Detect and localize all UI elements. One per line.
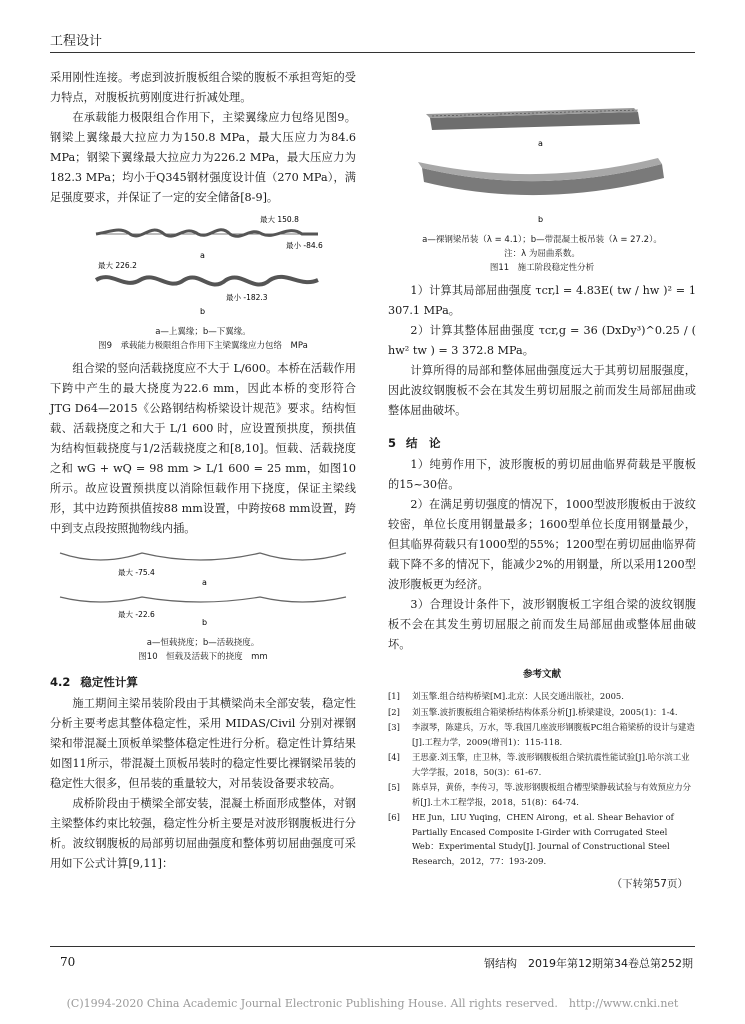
fig9-subcaption: a—上翼缘；b—下翼缘。 (155, 327, 251, 337)
fig10b-max-label: 最大 -22.6 (118, 610, 155, 619)
continued-note: （下转第57页） (611, 878, 688, 890)
fig9b-min-label: 最小 -182.3 (226, 293, 268, 302)
fig11-stability-plot (388, 68, 696, 226)
journal-info: 钢结构 2019年第12期第34卷总第252期 (484, 957, 693, 970)
reference-item: [5] 陈卓异，黄侨，李传习，等.波形钢腹板组合槽型梁静载试验与有效预应力分析[J].土木工程学报，2018，51(8)：64-74. (388, 782, 692, 807)
reference-item: [2] 刘玉擎.波折腹板组合箱梁桥结构体系分析[J].桥梁建设，2005(1)：1-4. (388, 706, 678, 717)
right-column (388, 68, 696, 894)
section-5-heading (388, 433, 696, 453)
formula-2: 2）计算其整体屈曲强度 τcr,g = 36 (DxDy³)^0.25 / ( hw² tw ) = 3 372.8 MPa。 (388, 324, 696, 357)
fig10-deflection-plot (50, 543, 356, 629)
fig11b-girder (418, 158, 664, 195)
fig10b-curve (60, 597, 346, 602)
fig9a-max-label: 最大 150.8 (260, 215, 299, 224)
fig11a-sub-label: a (538, 139, 543, 148)
fig10a-sub-label: a (202, 578, 207, 587)
copyright-watermark: (C)1994-2020 China Academic Journal Electronic Publishing House. All rights reserved. http://www.cnki.net (66, 997, 679, 1010)
fig10-caption: 图10 恒载及活载下的挠度 mm (138, 652, 268, 662)
fig9b-sub-label: b (200, 307, 206, 316)
reference-item: [1] 刘玉擎.组合结构桥梁[M].北京：人民交通出版社，2005. (388, 691, 624, 701)
page-number: 70 (60, 955, 76, 969)
section-4-2-number: 4.2 (50, 675, 71, 689)
reference-item: [4] 王思豪.刘玉擎，庄卫林，等.波形钢腹板组合梁抗震性能试验[J].哈尔滨工业大学学报，2018，50(3)：61-67. (388, 752, 690, 777)
paragraph-5: 成桥阶段由于横梁全部安装，混凝土桥面形成整体，对钢主梁整体约束比较强，稳定性分析主要是对波形钢腹板进行分析。波纹钢腹板的局部剪切屈曲强度和整体剪切屈曲强度可采用如下公式计算[9,11]： (50, 797, 356, 870)
fig10a-curve (60, 553, 346, 560)
section-5-number: 5 (388, 436, 397, 450)
section-4-2-title: 稳定性计算 (80, 675, 138, 689)
conclusion-2: 2）在满足剪切强度的情况下，1000型波形腹板由于波纹较密，单位长度用钢量最多；1600型单位长度用钢量最少，但其临界荷载只有1000型的55%；1200型在剪切屈曲临界荷载下降不多的情况下，能减少2%的用钢量，所以采用1200型波形腹板更为经济。 (388, 498, 696, 591)
conclusion-3: 3）合理设计条件下，波形钢腹板工字组合梁的波纹钢腹板不会在其发生剪切屈服之前而发生局部屈曲或整体屈曲破坏。 (388, 598, 696, 651)
references-title: 参考文献 (522, 669, 561, 680)
fig9a-sub-label: a (200, 251, 205, 260)
paragraph-4: 施工期间主梁吊装阶段由于其横梁尚未全部安装，稳定性分析主要考虑其整体稳定性，采用 MIDAS/Civil 分别对裸钢梁和带混凝土顶板单梁整体稳定性进行分析。稳定性计算结果如图11所示，带混凝土顶板吊装时的稳定性要比裸钢梁吊装的稳定性大很多，但吊装的重量较大，对吊装设备要求较高。 (50, 697, 356, 790)
fig10-subcaption: a—恒载挠度；b—活载挠度。 (146, 638, 260, 648)
fig9-caption: 图9 承载能力极限组合作用下主梁翼缘应力包络 MPa (98, 341, 308, 351)
fig11a-girder (426, 108, 640, 130)
fig11-subcaption: a—裸钢梁吊装（λ = 4.1）；b—带混凝土板吊装（λ = 27.2）。 (422, 235, 662, 245)
running-header: 工程设计 (50, 34, 103, 49)
conclusion-1: 1）纯剪作用下，波形腹板的剪切屈曲临界荷载是平腹板的15~30倍。 (388, 458, 696, 491)
reference-list (388, 689, 696, 868)
fig9b-max-label: 最大 226.2 (98, 261, 137, 270)
fig11b-sub-label: b (538, 215, 544, 224)
fig9a-envelope (96, 230, 318, 237)
fig9a-min-label: 最小 -84.6 (286, 241, 323, 250)
reference-item: [6] HE Jun，LIU Yuqing，CHEN Airong，et al. Shear Behavior of Partially Encased Composite I-Girder with Corrugated Steel Web：Experimental Study[J]. Journal of Constructional Steel Research，2012，77：193-209. (388, 812, 674, 866)
paragraph-6: 计算所得的局部和整体屈曲强度远大于其剪切屈服强度，因此波纹钢腹板不会在其发生剪切屈服之前而发生局部屈曲或整体屈曲破坏。 (388, 364, 696, 417)
formula-1: 1）计算其局部屈曲强度 τcr,l = 4.83E( tw / hw )² = 1 307.1 MPa。 (388, 284, 696, 317)
figure-9 (50, 212, 356, 353)
fig9b-envelope (96, 277, 318, 285)
figure-10 (50, 543, 356, 664)
fig11-caption: 图11 施工阶段稳定性分析 (489, 263, 595, 273)
fig9-stress-plot (50, 212, 356, 318)
section-4-2-heading (50, 672, 356, 692)
header-rule (50, 52, 695, 53)
reference-item: [3] 李淑琴，陈建兵，万水，等.我国几座波形钢腹板PC组合箱梁桥的设计与建造[J].工程力学，2009(增刊1)：115-118. (388, 722, 695, 747)
figure-11 (388, 68, 696, 275)
paragraph-2: 在承载能力极限组合作用下，主梁翼缘应力包络见图9。钢梁上翼缘最大拉应力为150.8 MPa，最大压应力为84.6 MPa；钢梁下翼缘最大拉应力为226.2 MPa，最大压应力为182.3 MPa；均小于Q345钢材强度设计值（270 MPa），满足强度要求，并保证了一定的安全储备[8-9]。 (50, 111, 356, 204)
fig11-note: 注：λ 为屈曲系数。 (504, 249, 580, 259)
footer-rule (50, 946, 695, 947)
section-5-title: 结 论 (406, 436, 441, 450)
paragraph-3: 组合梁的竖向活载挠度应不大于 L/600。本桥在活载作用下跨中产生的最大挠度为22.6 mm，因此本桥的变形符合 JTG D64—2015《公路钢结构桥梁设计规范》要求。结构恒载、活载挠度之和大于 L/1 600 时，应设置预拱度，预拱值为结构恒载挠度与1/2活载挠度之和[8,10]。恒载、活载挠度之和 wG + wQ = 98 mm > L/1 600 = 25 mm，如图10所示。故应设置预拱度以消除恒载作用下挠度，保证主梁线形，其中边跨预拱值按88 mm设置，中跨按68 mm设置，跨中到支点段按照抛物线内插。 (50, 362, 356, 535)
left-column (50, 68, 356, 874)
fig10b-sub-label: b (202, 618, 208, 627)
paragraph-1: 采用刚性连接。考虑到波折腹板组合梁的腹板不承担弯矩的受力特点，对腹板抗剪刚度进行折减处理。 (50, 71, 356, 104)
fig10a-max-label: 最大 -75.4 (118, 568, 155, 577)
